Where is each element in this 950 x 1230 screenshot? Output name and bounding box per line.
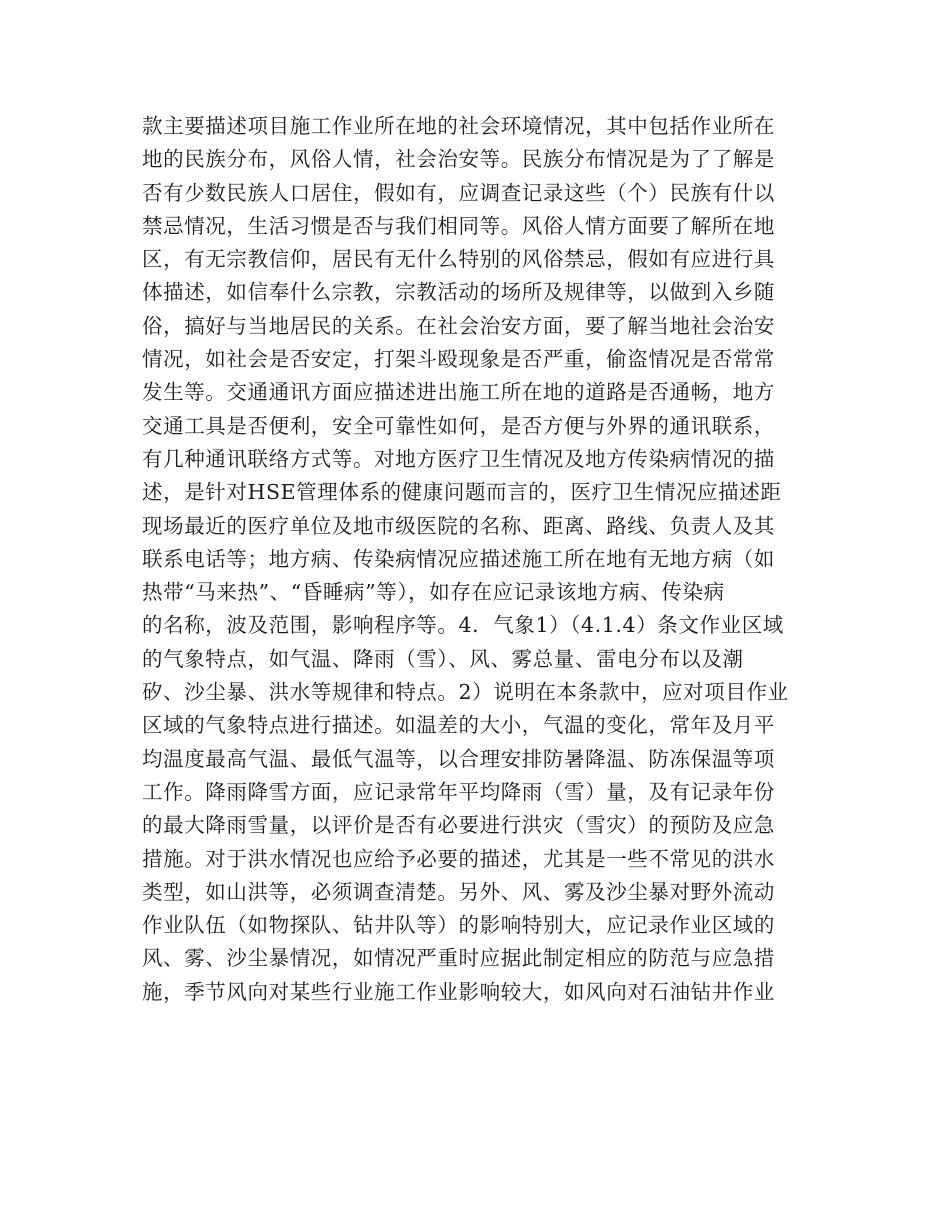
text-line: 禁忌情况，生活习惯是否与我们相同等。风俗人情方面要了解所在地 — [142, 213, 775, 238]
text-line: 款主要描述项目施工作业所在地的社会环境情况，其中包括作业所在 — [142, 114, 775, 138]
text-line: 的最大降雨雪量，以评价是否有必要进行洪灾（雪灾）的预防及应急 — [142, 813, 775, 838]
text-line: 作业队伍（如物探队、钻井队等）的影响特别大，应记录作业区域的 — [142, 913, 775, 938]
text-line: 矽、沙尘暴、洪水等规律和特点。2）说明在本条款中，应对项目作业 — [142, 680, 789, 705]
text-line: 述，是针对HSE管理体系的健康问题而言的，医疗卫生情况应描述距 — [142, 480, 782, 505]
text-line: 的名称，波及范围，影响程序等。4．气象1）（4.1.4）条文作业区域 — [142, 613, 784, 638]
text-line: 体描述，如信奉什么宗教，宗教活动的场所及规律等，以做到入乡随 — [142, 280, 775, 305]
text-line: 措施。对于洪水情况也应给予必要的描述，尤其是一些不常见的洪水 — [142, 846, 775, 871]
text-line: 施，季节风向对某些行业施工作业影响较大，如风向对石油钻井作业 — [142, 979, 775, 1004]
text-line: 现场最近的医疗单位及地市级医院的名称、距离、路线、负责人及其 — [142, 513, 775, 538]
text-line: 否有少数民族人口居住，假如有，应调查记录这些（个）民族有什以 — [142, 180, 775, 205]
text-line: 区域的气象特点进行描述。如温差的大小，气温的变化，常年及月平 — [142, 713, 775, 738]
text-line: 区，有无宗教信仰，居民有无什么特别的风俗禁忌，假如有应进行具 — [142, 247, 775, 272]
text-line: 工作。降雨降雪方面，应记录常年平均降雨（雪）量，及有记录年份 — [142, 779, 775, 804]
text-line: 俗，搞好与当地居民的关系。在社会治安方面，要了解当地社会治安 — [142, 313, 775, 338]
body-text — [142, 110, 842, 1009]
text-line: 地的民族分布，风俗人情，社会治安等。民族分布情况是为了了解是 — [142, 147, 775, 172]
text-line: 风、雾、沙尘暴情况，如情况严重时应据此制定相应的防范与应急措 — [142, 946, 775, 971]
text-line: 交通工具是否便利，安全可靠性如何，是否方便与外界的通讯联系， — [142, 413, 775, 438]
text-line: 类型，如山洪等，必须调查清楚。另外、风、雾及沙尘暴对野外流动 — [142, 879, 775, 904]
text-line: 热带“马来热”、“昏睡病”等），如存在应记录该地方病、传染病 — [142, 580, 725, 605]
text-line: 的气象特点，如气温、降雨（雪）、风、雾总量、雷电分布以及潮 — [142, 646, 744, 671]
text-line: 均温度最高气温、最低气温等，以合理安排防暑降温、防冻保温等项 — [142, 746, 775, 771]
text-line: 联系电话等；地方病、传染病情况应描述施工所在地有无地方病（如 — [142, 546, 775, 571]
text-line: 发生等。交通通讯方面应描述进出施工所在地的道路是否通畅，地方 — [142, 380, 775, 405]
text-line: 情况，如社会是否安定，打架斗殴现象是否严重，偷盗情况是否常常 — [142, 347, 775, 372]
text-line: 有几种通讯联络方式等。对地方医疗卫生情况及地方传染病情况的描 — [142, 446, 775, 471]
